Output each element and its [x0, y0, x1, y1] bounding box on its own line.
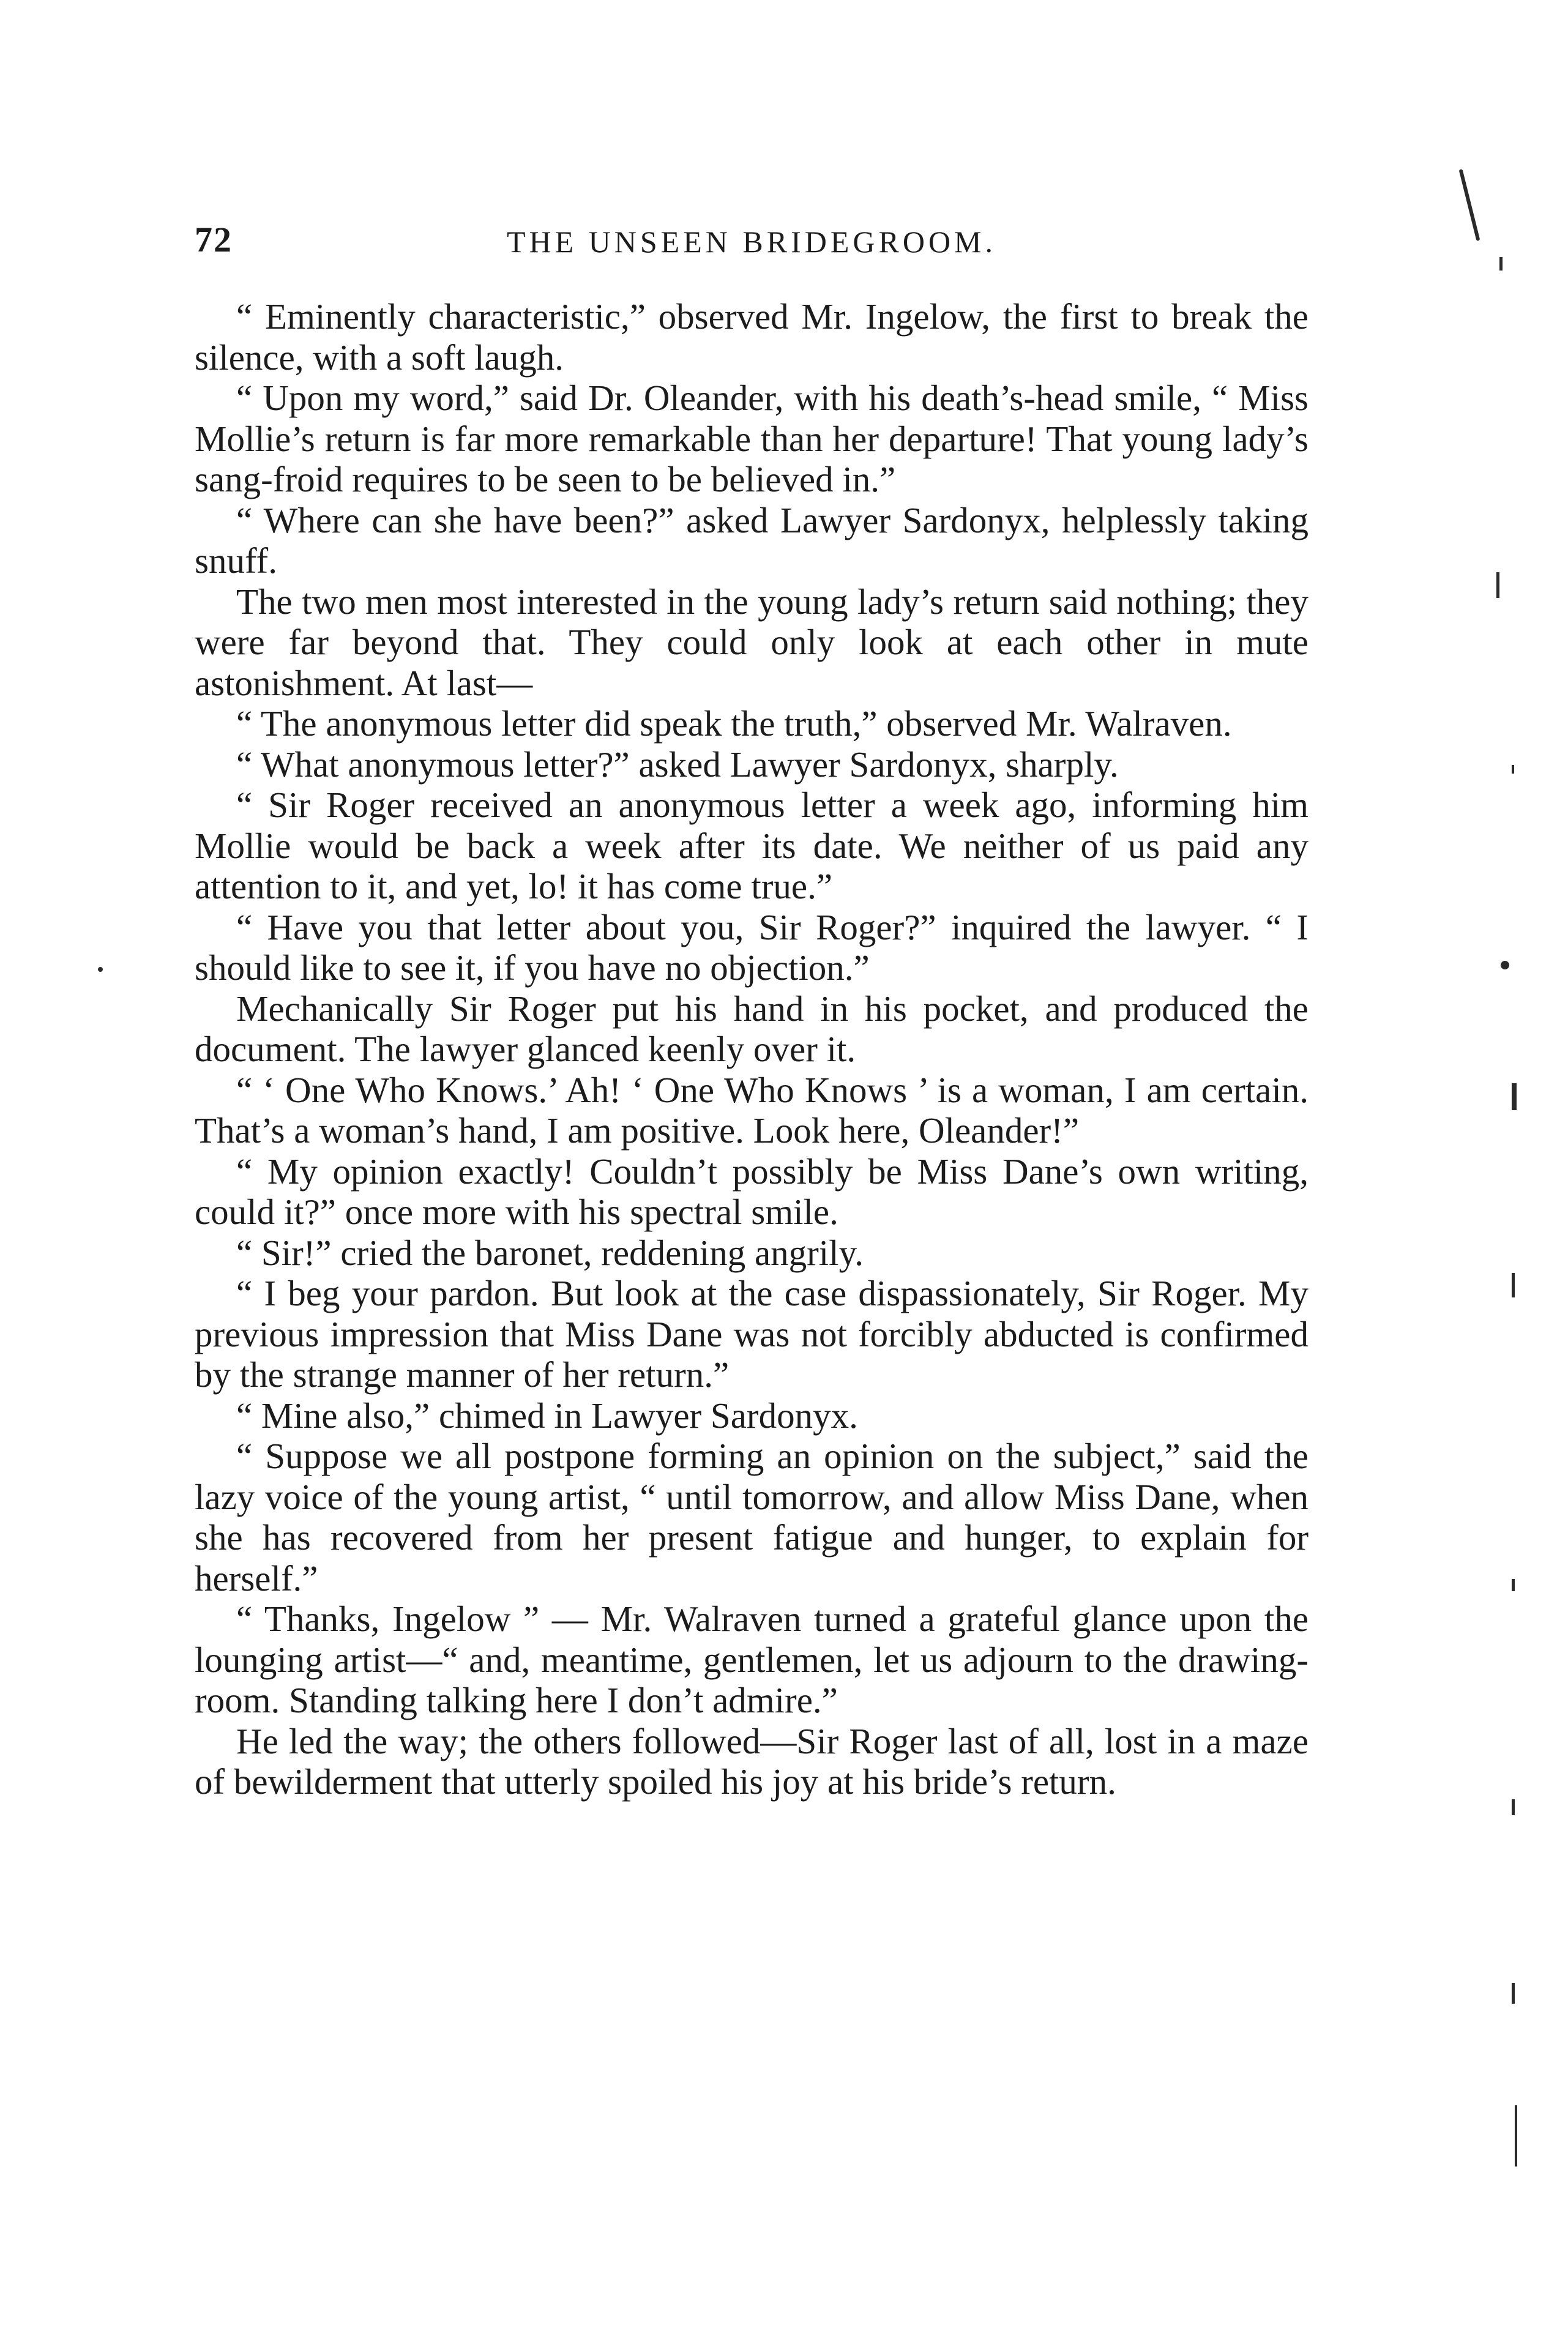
page-header [195, 219, 1309, 268]
paragraph: “ Sir!” cried the baronet, reddening angrily. [236, 1232, 864, 1273]
paragraph: “ Where can she have been?” asked Lawyer Sardonyx, helplessly taking snuff. [195, 499, 1309, 581]
paragraph: “ Have you that letter about you, Sir Roger?” inquired the lawyer. “ I should like to see it, if you have no objection.” [195, 906, 1309, 988]
paragraph: Mechanically Sir Roger put his hand in his pocket, and produced the document. The lawyer glanced keenly over it. [195, 988, 1309, 1069]
margin-mark [1496, 572, 1499, 598]
paragraph: “ What anonymous letter?” asked Lawyer Sardonyx, sharply. [236, 744, 1119, 785]
paragraph: The two men most interested in the young lady’s return said nothing; they were far beyond that. They could only look at each other in mute astonishment. At last— [195, 581, 1309, 703]
margin-mark [1512, 1799, 1515, 1815]
paragraph: “ Suppose we all postpone forming an opinion on the subject,” said the lazy voice of the young artist, “ until tomorrow, and allow Miss Dane, when she has recovered from her present fatigue and hunger, to explain for herself.” [195, 1436, 1309, 1599]
margin-mark [1499, 257, 1503, 271]
margin-mark [1512, 1579, 1515, 1591]
margin-mark [1512, 765, 1514, 774]
running-title: THE UNSEEN BRIDEGROOM. [506, 225, 997, 259]
page-number: 72 [195, 220, 233, 259]
page-body [195, 296, 1309, 2224]
paragraph: “ I beg your pardon. But look at the case dispassionately, Sir Roger. My previous impression that Miss Dane was not forcibly abducted is confirmed by the strange manner of her return.” [195, 1273, 1309, 1395]
paragraph: “ ‘ One Who Knows.’ Ah! ‘ One Who Knows ’ is a woman, I am certain. That’s a woman’s hand, I am positive. Look here, Oleander!” [195, 1069, 1309, 1151]
margin-mark [98, 967, 103, 972]
paragraph: “ Eminently characteristic,” observed Mr. Ingelow, the first to break the silence, with a soft laugh. [195, 296, 1309, 378]
paragraph: “ Upon my word,” said Dr. Oleander, with his death’s-head smile, “ Miss Mollie’s return is far more remarkable than her departure! That young lady’s sang-froid requires to be seen to be believed in.” [195, 378, 1309, 499]
margin-mark [1512, 1273, 1515, 1297]
paragraph: He led the way; the others followed—Sir Roger last of all, lost in a maze of bewilderment that utterly spoiled his joy at his bride’s return. [195, 1720, 1309, 1802]
margin-bracket-mark [1459, 169, 1480, 241]
paragraph: “ The anonymous letter did speak the truth,” observed Mr. Walraven. [236, 703, 1232, 744]
paragraph: “ Thanks, Ingelow ” — Mr. Walraven turned a grateful glance upon the lounging artist—“ and, meantime, gentlemen, let us adjourn to the drawing-room. Standing talking here I don’t admire.” [195, 1599, 1309, 1720]
paragraph: “ Sir Roger received an anonymous letter a week ago, informing him Mollie would be back a week after its date. We neither of us paid any attention to it, and yet, lo! it has come true.” [195, 785, 1309, 906]
paragraph: “ Mine also,” chimed in Lawyer Sardonyx. [236, 1395, 858, 1436]
margin-mark [1512, 1983, 1515, 2004]
margin-mark [1515, 2105, 1517, 2166]
paragraph: “ My opinion exactly! Couldn’t possibly be Miss Dane’s own writing, could it?” once more with his spectral smile. [195, 1151, 1309, 1232]
margin-mark [1512, 1083, 1517, 1110]
margin-dot-mark [1501, 961, 1509, 969]
